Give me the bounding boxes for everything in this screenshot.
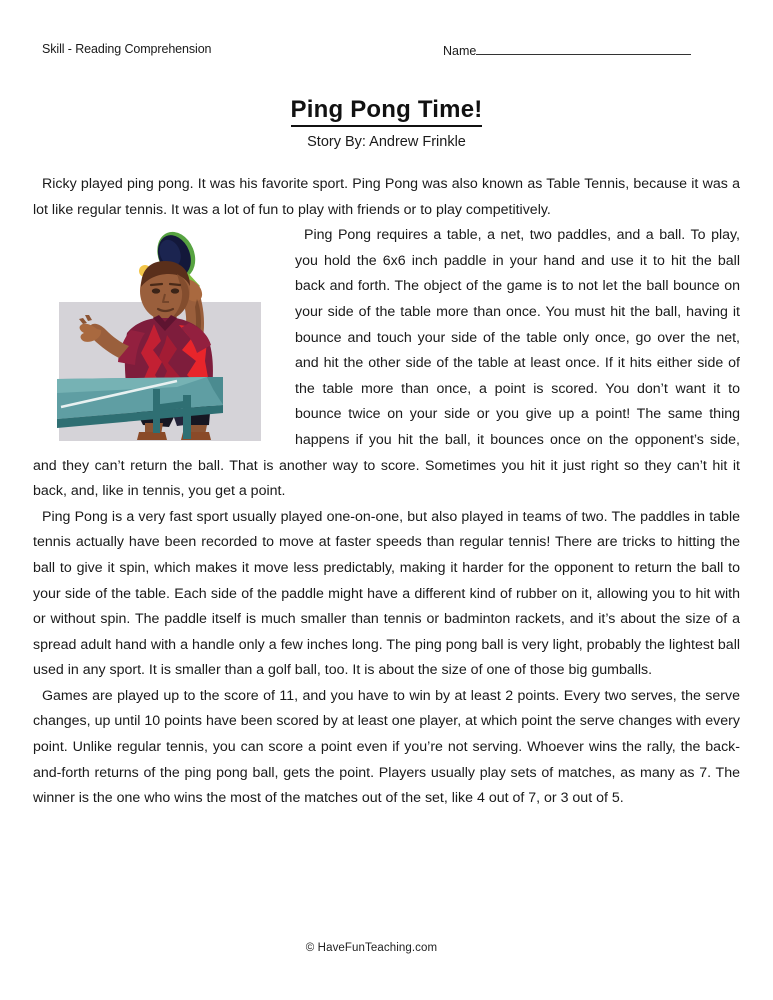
name-label: Name xyxy=(443,44,477,58)
worksheet-footer xyxy=(0,938,773,956)
ping-pong-illustration xyxy=(57,229,281,441)
story-content xyxy=(33,172,740,812)
paragraph-3: Ping Pong is a very fast sport usually played one-on-one, but also played in teams of two. The paddles in table tennis actually have been recorded to move at faster speeds than regular tennis! There are tricks to hitting the ball to give it spin, which makes it move less predictably, making it harder for the opponent to return the ball to your side of the table. Each side of the paddle might have a different kind of rubber on it, allowing you to hit with or without spin. The paddle itself is much smaller than tennis or badminton rackets, and it’s about the size of a spread adult hand with a handle only a few inches long. The ping pong ball is very light, probably the lightest ball used in any sport. It is smaller than a golf ball, too. It is about the size of one of those big gumballs. xyxy=(33,508,740,679)
byline: Story By: Andrew Frinkle xyxy=(307,133,466,150)
page-title: Ping Pong Time! xyxy=(291,97,483,127)
paragraph-1: Ricky played ping pong. It was his favorite sport. Ping Pong was also known as Table Tennis, because it was a lot like regular tennis. It was a lot of fun to play with friends or to play competitively. xyxy=(33,176,740,218)
name-field[interactable] xyxy=(443,42,691,58)
name-write-in-line[interactable] xyxy=(476,42,691,55)
paragraph-4: Games are played up to the score of 11, and you have to win by at least 2 points. Every two serves, the serve changes, up until 10 points have been scored by at least one player, at which point the serve changes with every point. Unlike regular tennis, you can score a point even if you’re not serving. Whoever wins the rally, the back-and-forth returns of the ping pong ball, gets the point. Players usually play sets of matches, as many as 7. The winner is the one who wins the most of the matches out of the set, like 4 out of 7, or 3 out of 5. xyxy=(33,687,740,807)
paragraph-2: Ping Pong requires a table, a net, two paddles, and a ball. To play, you hold the 6x6 inch paddle in your hand and use it to hit the ball back and forth. The object of the game is to not let the ball bounce on your side of the table more than once. You must hit the ball, having it bounce and touch your side of the table only once, go over the net, and hit the other side of the table at least once. If it hits either side of the table more than once, a point is scored. You don’t want it to bounce twice on your side or you give up a point! The same thing happens if you hit the ball, it bounces once on the opponent’s side, and they can’t return the ball. That is another way to score. Sometimes you hit it just right so they can’t hit it back, and, like in tennis, you get a point. xyxy=(33,227,740,500)
copyright-text: © HaveFunTeaching.com xyxy=(305,942,438,954)
skill-label: Skill - Reading Comprehension xyxy=(42,42,212,56)
worksheet-header xyxy=(0,42,773,64)
ping-pong-player-image xyxy=(57,229,281,441)
title-block xyxy=(0,97,773,151)
